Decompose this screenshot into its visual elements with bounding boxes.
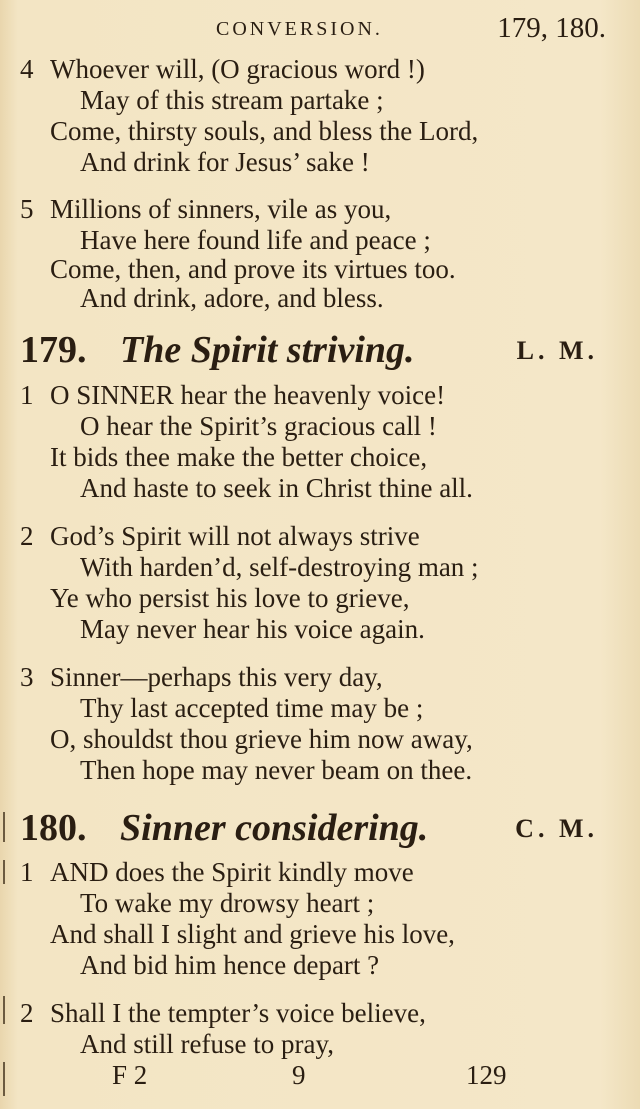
- hymn-title: Sinner considering.: [120, 807, 429, 849]
- verse-line: And haste to seek in Christ thine all.: [80, 473, 473, 503]
- verse-line: And still refuse to pray,: [80, 1029, 334, 1059]
- stanza-number: 2: [20, 998, 34, 1028]
- verse-line: And drink for Jesus’ sake !: [80, 147, 370, 177]
- stanza-number: 2: [20, 521, 34, 551]
- stanza-number: 1: [20, 380, 34, 410]
- hymn-179-heading: [0, 328, 640, 372]
- verse-line: And shall I slight and grieve his love,: [50, 919, 455, 949]
- page-footer: [0, 1060, 640, 1094]
- volume-number: 9: [292, 1060, 306, 1090]
- stanza-number: 4: [20, 54, 34, 84]
- margin-mark: [3, 996, 5, 1024]
- verse-line: Thy last accepted time may be ;: [80, 693, 424, 723]
- verse-line: Come, then, and prove its virtues too.: [50, 254, 456, 284]
- hymn-number: 179.: [20, 329, 87, 371]
- margin-mark: [3, 860, 5, 884]
- verse-line: And drink, adore, and bless.: [80, 283, 384, 313]
- verse-line: May never hear his voice again.: [80, 614, 425, 644]
- verse-line: It bids thee make the better choice,: [50, 442, 428, 472]
- verse-line: Shall I the tempter’s voice believe,: [50, 998, 426, 1028]
- verse-line: May of this stream partake ;: [80, 85, 384, 115]
- verse-line: To wake my drowsy heart ;: [80, 888, 375, 918]
- stanza-number: 1: [20, 857, 34, 887]
- verse-line: O, shouldst thou grieve him now away,: [50, 724, 473, 754]
- verse-line: With harden’d, self-destroying man ;: [80, 552, 479, 582]
- stanza-number: 3: [20, 662, 34, 692]
- running-header: [0, 12, 640, 46]
- verse-line: God’s Spirit will not always strive: [50, 521, 420, 551]
- margin-mark: [3, 812, 5, 842]
- verse-line: Millions of sinners, vile as you,: [50, 194, 392, 224]
- signature-mark: F 2: [112, 1060, 148, 1090]
- verse-line: O hear the Spirit’s gracious call !: [80, 411, 437, 441]
- stanza-number: 5: [20, 194, 34, 224]
- verse-line: AND does the Spirit kindly move: [50, 857, 414, 887]
- hymn-180-heading: [0, 806, 640, 850]
- verse-line: Then hope may never beam on thee.: [80, 755, 473, 785]
- verse-line: O SINNER hear the heavenly voice!: [50, 380, 446, 410]
- hymn-title: The Spirit striving.: [120, 329, 415, 371]
- verse-line: Come, thirsty souls, and bless the Lord,: [50, 116, 479, 146]
- verse-line: Have here found life and peace ;: [80, 225, 431, 255]
- hymn-meter: L. M.: [516, 336, 598, 365]
- verse-line: Ye who persist his love to grieve,: [50, 583, 410, 613]
- verse-line: Whoever will, (O gracious word !): [50, 54, 425, 84]
- hymn-meter: C. M.: [515, 814, 598, 843]
- page-number: 129: [466, 1060, 507, 1090]
- hymn-numbers: 179, 180.: [497, 12, 606, 44]
- hymn-number: 180.: [20, 807, 87, 849]
- section-title: CONVERSION.: [216, 18, 383, 40]
- verse-line: Sinner—perhaps this very day,: [50, 662, 383, 692]
- margin-mark: [3, 1062, 5, 1096]
- verse-line: And bid him hence depart ?: [80, 950, 380, 980]
